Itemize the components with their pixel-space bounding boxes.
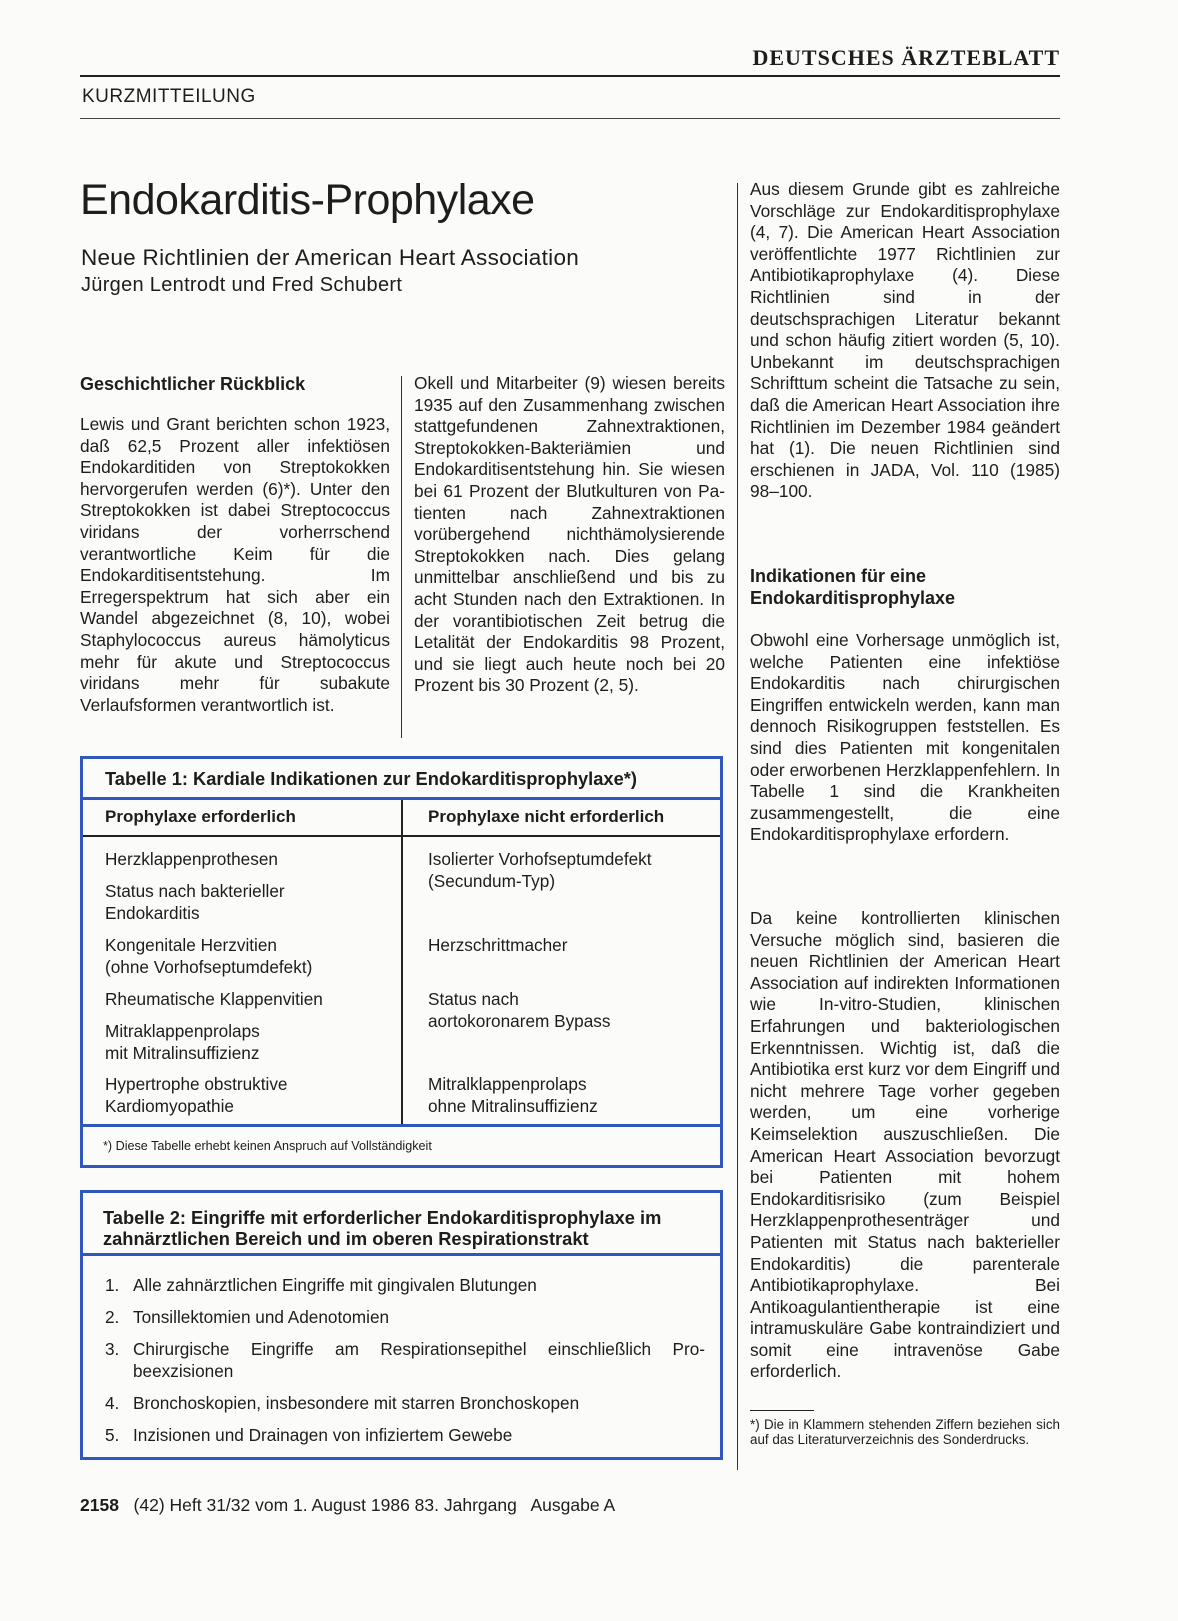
table-rule <box>83 1124 720 1127</box>
column-divider <box>737 183 738 1470</box>
section-rule <box>80 118 1060 119</box>
list-number: 1. <box>105 1275 120 1295</box>
list-text: Inzisionen und Drainagen von infiziertem Gewebe <box>133 1425 513 1445</box>
paragraph-text: Lewis und Grant berichten schon 1923, daß 62,5 Prozent aller infektiösen Endokarditiden von Streptokokken hervorgerufen werden (6)*). Unter den Streptokokken ist dabei Streptococcus viridans der vorherrschend verantwortliche Keim für die Endokarditisentstehung. Im Erregerspektrum hat sich aber ein Wandel abgezeichnet (8, 10), wobei Staphylococcus aureus hämolyticus mehr für akute und Streptococcus viridans mehr für subakute Verlaufsformen verantwortlich ist. <box>80 414 390 715</box>
table-cell: Kongenitale Herzvitien (ohne Vorhofseptumdefekt) <box>105 935 313 977</box>
list-item <box>105 1275 705 1297</box>
table-cell: Mitraklappenprolaps mit Mitralinsuffizienz <box>105 1021 260 1063</box>
issue-info: (42) Heft 31/32 vom 1. August 1986 83. Jahrgang Ausgabe A <box>133 1495 616 1515</box>
paragraph-text: Okell und Mitarbeiter (9) wiesen bereits 1935 auf den Zusammenhang zwischen stattgefundenen Zahnextraktionen, Streptokokken-Bakteriämien und Endokarditisentstehung hin. Sie wiesen bei 61 Prozent der Blutkulturen von Patienten nach Zahnextraktionen vorübergehend nichthämolysierende Streptokokken nach. Dies gelang unmittelbar anschließend und bis zu acht Stunden nach den Extraktionen. In der vorantibiotischen Zeit betrug die Letalität der Endokarditis 98 Prozent, und sie liegt auch heute noch bei 20 Prozent bis 30 Prozent (2, 5). <box>414 373 725 696</box>
section-heading-history: Geschichtlicher Rückblick <box>80 374 306 394</box>
list-number: 4. <box>105 1393 120 1413</box>
masthead: DEUTSCHES ÄRZTEBLATT <box>752 45 1060 70</box>
table-caption: Tabelle 2: Eingriffe mit erforderlicher Endokarditisprophylaxe im zahnärztlichen Bereich und im oberen Respirationstrakt <box>103 1207 662 1249</box>
table-dental-procedures <box>80 1190 723 1460</box>
page-footer <box>80 1495 615 1516</box>
table-cell: Status nach aortokoronarem Bypass <box>428 989 611 1031</box>
table-cell: Herzklappenprothesen <box>105 849 278 869</box>
paragraph-risk-groups <box>750 630 1060 846</box>
paragraph-text: Obwohl eine Vorhersage unmöglich ist, welche Patienten eine infektiöse Endokarditis nach chirurgischen Eingriffen entwickeln werden, kann man dennoch Risikogruppen feststellen. Es sind dies Patienten mit kongenitalen oder erworbenen Herzklappenfehlern. In Tabelle 1 sind die Krankheiten zusammengestellt, die eine Endokarditisprophylaxe erfordern. <box>750 630 1060 845</box>
table-cardiac-indications <box>80 756 723 1168</box>
list-text: Alle zahnärztlichen Eingriffe mit gingivalen Blutungen <box>133 1275 537 1295</box>
list-text: Chirurgische Eingriffe am Respirationsepithel einschließlich Probeexzisionen <box>133 1339 705 1381</box>
paragraph-guidelines <box>750 179 1060 503</box>
column-divider <box>401 376 402 738</box>
table-column-header-required: Prophylaxe erforderlich <box>105 807 296 826</box>
list-number: 2. <box>105 1307 120 1327</box>
list-item <box>105 1339 705 1382</box>
table-rule <box>83 1253 720 1256</box>
table-cell: Status nach bakterieller Endokarditis <box>105 881 285 923</box>
table-cell: Herzschrittmacher <box>428 935 568 955</box>
table-cell: Mitralklappenprolaps ohne Mitralinsuffizienz <box>428 1074 598 1116</box>
paragraph-text: Da keine kontrollierten klinischen Versuche möglich sind, basieren die neuen Richtlinien der American Heart Association auf indirekten Informationen wie In-vitro-Studien, klinischen Erfahrungen und bakteriologischen Erkenntnissen. Wichtig ist, daß die Antibiotika erst kurz vor dem Eingriff und nicht mehrere Tage vorher gegeben werden, um eine vorherige Keimselektion auszuschließen. Die American Heart Association bevorzugt bei Patienten mit hohem Endokarditisrisiko (zum Beispiel Herzklappenprothesenträger und Patienten mit Status nach bakterieller Endokarditis) die parenterale Antibiotikaprophylaxe. Bei Antikoagulantientherapie ist eine intramuskuläre Gabe kontraindiziert und somit eine intravenöse Gabe erforderlich. <box>750 908 1060 1382</box>
list-number: 3. <box>105 1339 120 1359</box>
table-column-header-not-required: Prophylaxe nicht erforderlich <box>428 807 665 826</box>
page-number: 2158 <box>80 1495 119 1515</box>
list-item <box>105 1307 705 1329</box>
article-authors: Jürgen Lentrodt und Fred Schubert <box>81 274 403 296</box>
table-cell: Hypertrophe obstruktive Kardiomyopathie <box>105 1074 288 1116</box>
header-rule <box>80 75 1060 77</box>
footnote-rule <box>750 1410 814 1411</box>
paragraph-history <box>80 414 390 716</box>
table-cell: Isolierter Vorhofseptumdefekt (Secundum-Typ) <box>428 849 652 891</box>
article-subtitle: Neue Richtlinien der American Heart Association <box>81 245 580 270</box>
list-text: Tonsillektomien und Adenotomien <box>133 1307 390 1327</box>
list-number: 5. <box>105 1425 120 1445</box>
list-text: Bronchoskopien, insbesondere mit starren Bronchoskopen <box>133 1393 580 1413</box>
paragraph-antibiotics <box>750 908 1060 1383</box>
footnote: *) Die in Klammern stehenden Ziffern beziehen sich auf das Literaturverzeichnis des Sonderdrucks. <box>750 1417 1060 1447</box>
section-label: KURZMITTEILUNG <box>82 86 256 107</box>
section-heading-indications: Indikationen für eine Endokarditisprophylaxe <box>750 566 956 608</box>
list-item <box>105 1425 705 1447</box>
paragraph-text: Aus diesem Grunde gibt es zahlreiche Vorschläge zur Endokarditisprophylaxe (4, 7). Die American Heart Association veröffentlichte 1977 Richtlinien zur Antibiotikaprophylaxe (4). Diese Richtlinien sind in der deutschsprachigen Literatur bekannt und schon häufig zitiert worden (5, 10). Unbekannt im deutschsprachigen Schrifttum scheint die Tatsache zu sein, daß die American Heart Association ihre Richtlinien im Dezember 1984 geändert hat (1). Die neuen Richtlinien sind erschienen in JADA, Vol. 110 (1985) 98–100. <box>750 179 1060 502</box>
table-column-divider <box>401 800 403 1124</box>
paragraph-okell <box>414 373 725 697</box>
article-title: Endokarditis-Prophylaxe <box>80 176 535 224</box>
list-item <box>105 1393 705 1415</box>
table-caption: Tabelle 1: Kardiale Indikationen zur Endokarditisprophylaxe*) <box>105 768 637 789</box>
table-cell: Rheumatische Klappenvitien <box>105 989 323 1009</box>
table-footnote: *) Diese Tabelle erhebt keinen Anspruch auf Vollständigkeit <box>103 1139 432 1153</box>
